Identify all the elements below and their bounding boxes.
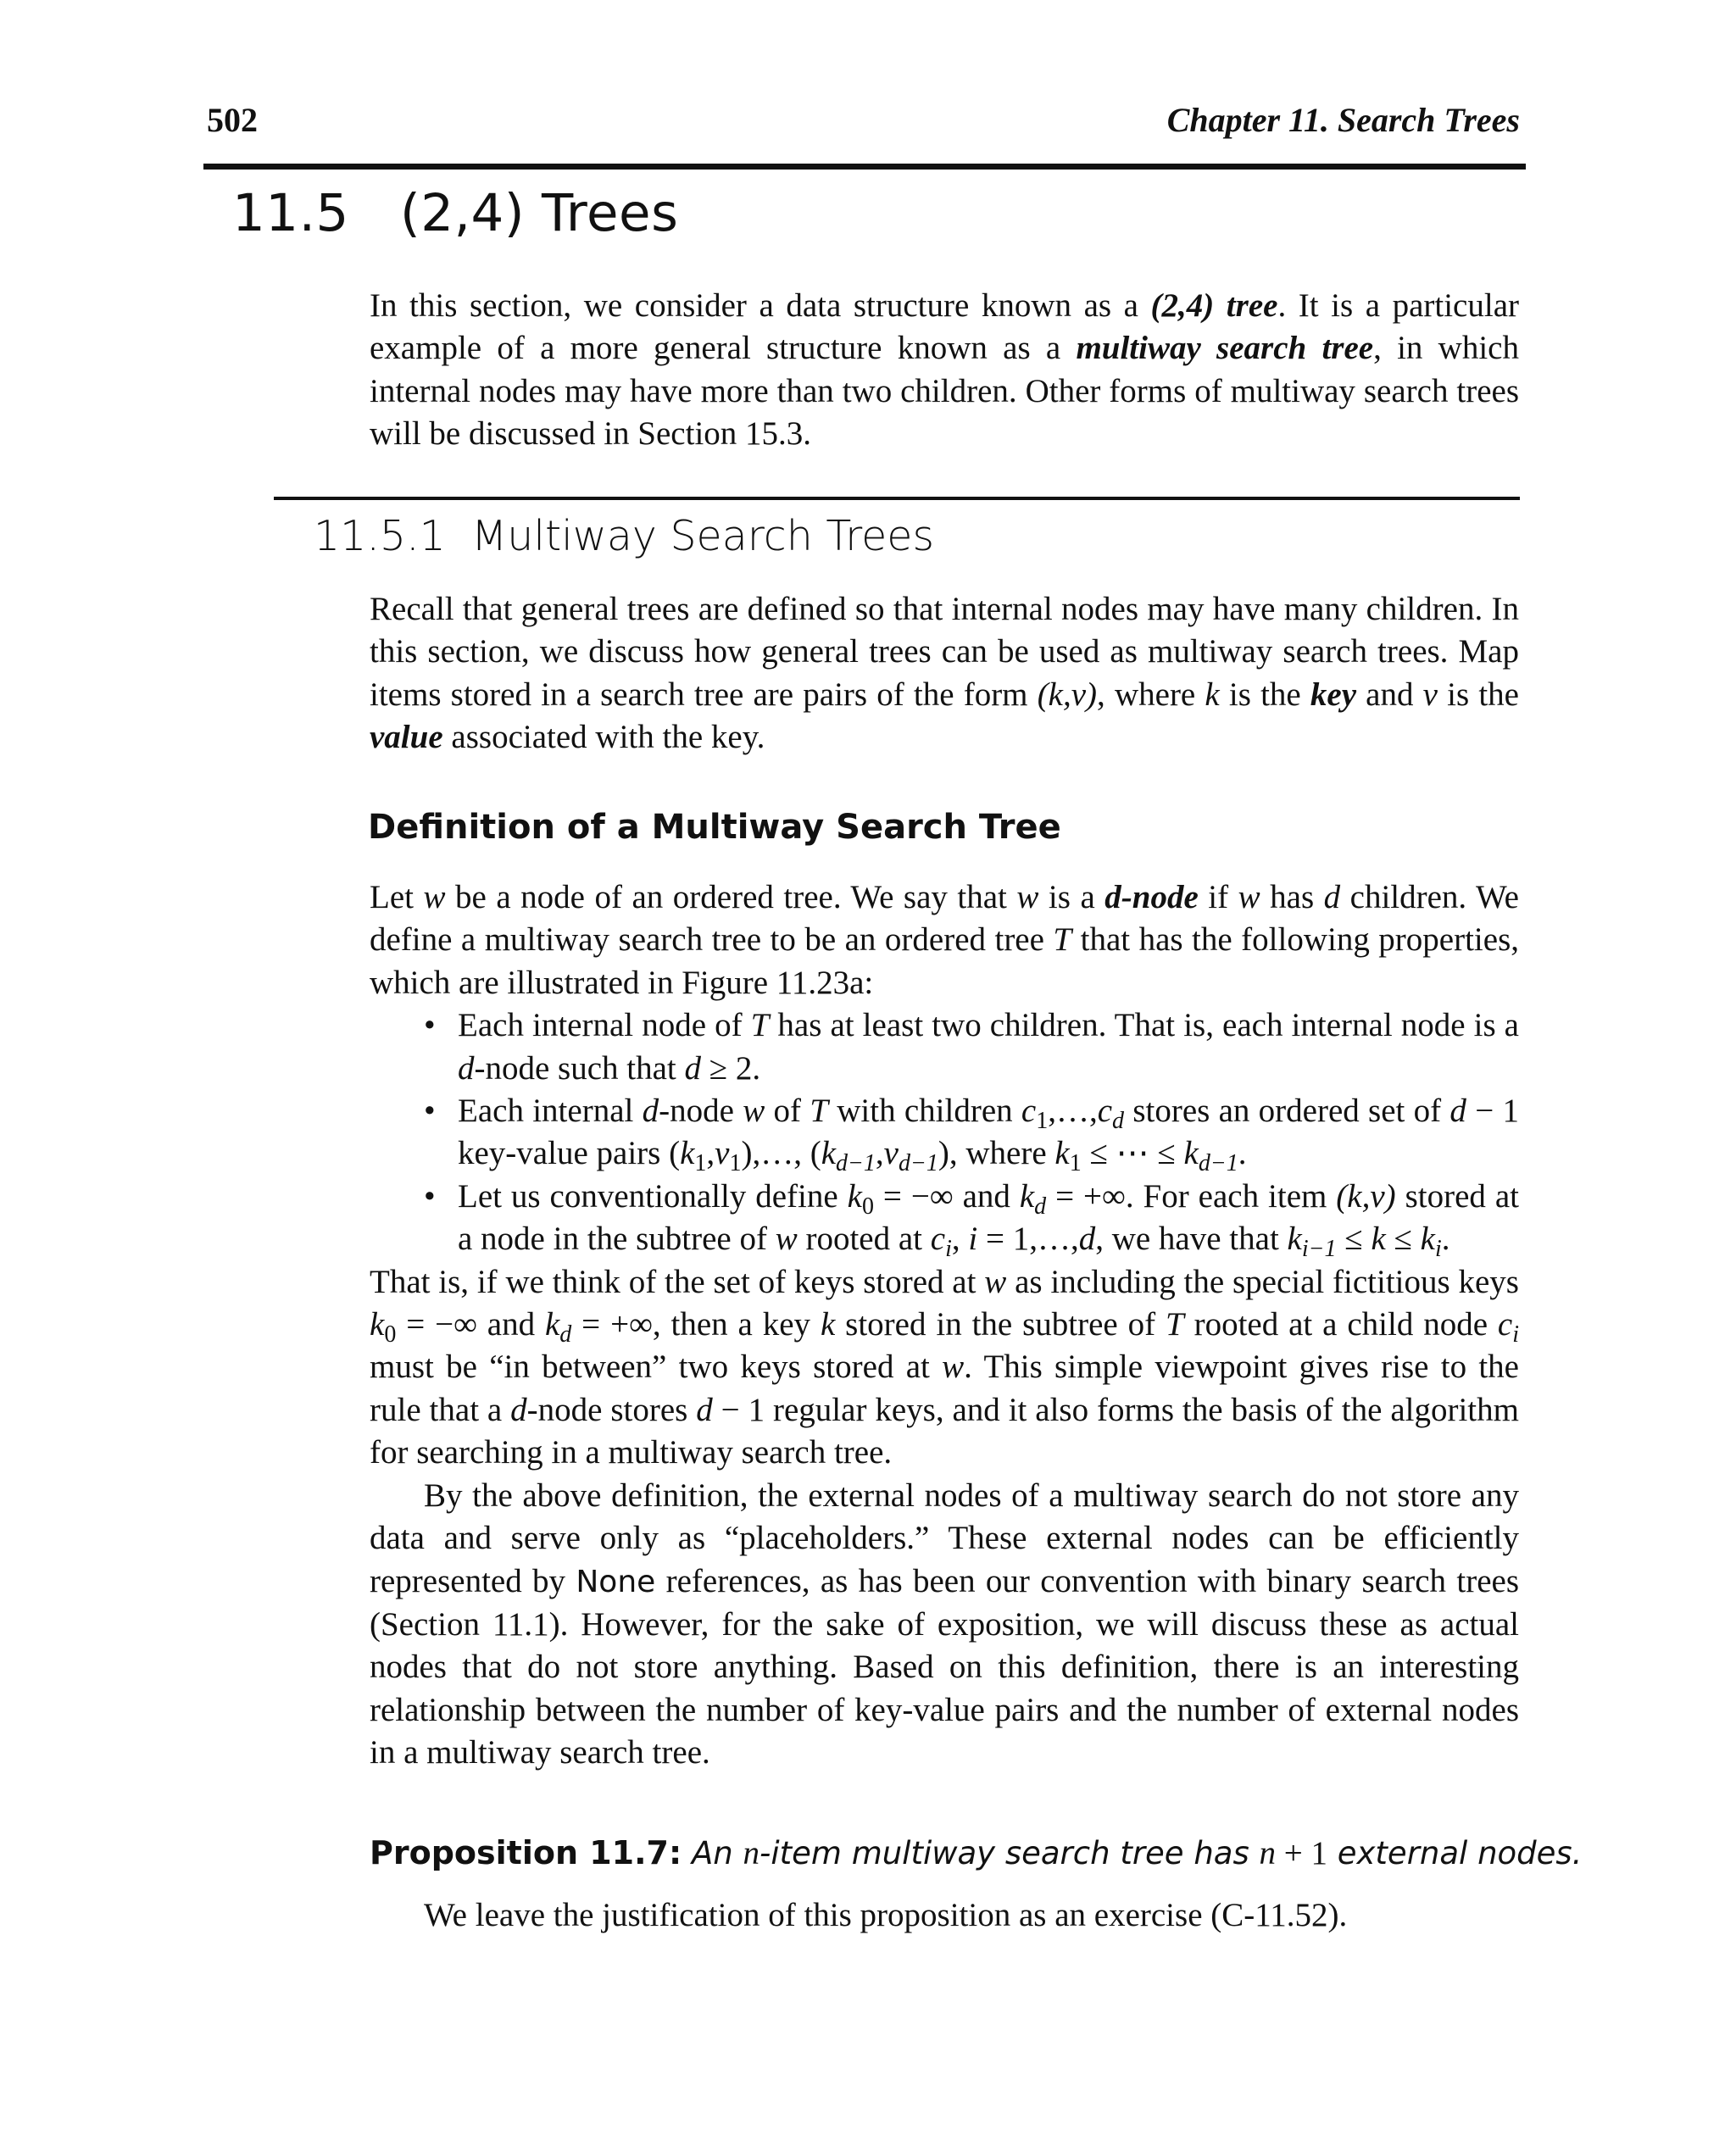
text: -item multiway search tree has	[759, 1835, 1260, 1871]
term-key: key	[1310, 676, 1357, 713]
list-item	[424, 1004, 1519, 1090]
math: (k,v)	[1336, 1177, 1396, 1215]
text: key-value pairs	[458, 1135, 670, 1172]
math: d	[458, 1049, 475, 1087]
text: and	[1356, 676, 1423, 713]
subscript: d−1	[1198, 1150, 1238, 1177]
math: k	[1183, 1135, 1199, 1172]
text: Let us conventionally define	[458, 1177, 848, 1215]
math: k	[1420, 1221, 1435, 1258]
term-d-node: d-node	[1104, 879, 1199, 915]
text: rooted at a child node	[1183, 1306, 1498, 1343]
text: external nodes.	[1327, 1835, 1583, 1871]
text: ,	[951, 1221, 969, 1258]
text: , in which internal nodes may have more than two children. Other forms of multiway search trees will be discussed in Section 15.3.	[370, 330, 1519, 453]
subsection-title: Multiway Search Trees	[471, 512, 934, 560]
proposition-label: Proposition 11.7:	[370, 1834, 682, 1871]
text: that has the following properties, which are illustrated in Figure 11.23a:	[370, 921, 1519, 1001]
math: i	[968, 1221, 978, 1258]
text: references, as has been our convention with binary search trees (Section 11.1). However, for the sake of exposition, we will discuss these as actual nodes that do not store anything. Based on this definition, there is an interesting relationship between the number of key-value pairs and the number of external nodes in a multiway search tree.	[370, 1562, 1519, 1771]
text: must be “in between” two keys stored at	[370, 1349, 943, 1386]
subscript: d	[1112, 1108, 1125, 1135]
subsection-intro	[370, 588, 1519, 759]
math: − 1	[712, 1391, 765, 1428]
text: .	[1238, 1135, 1247, 1172]
text: stored at a node in the subtree of	[458, 1177, 1519, 1258]
subscript: 1	[1069, 1150, 1082, 1177]
recall-paragraph	[370, 588, 1519, 759]
math: n	[1259, 1835, 1276, 1871]
definition-paragraph	[370, 876, 1519, 1004]
math: w	[743, 1093, 765, 1130]
math: + 1	[1276, 1835, 1327, 1871]
math: v	[1422, 676, 1438, 713]
term-24-tree: (2,4) tree	[1150, 287, 1278, 324]
text: -node stores	[526, 1391, 697, 1428]
math: T	[750, 1007, 770, 1044]
text: with children	[827, 1093, 1021, 1130]
proposition	[370, 1834, 1583, 1872]
math: d	[1449, 1093, 1466, 1130]
text: -node	[659, 1093, 743, 1130]
definition-body	[370, 876, 1519, 1775]
math: = −∞	[396, 1306, 477, 1343]
page-number: 502	[207, 101, 258, 139]
bullet-icon: •	[424, 1093, 436, 1130]
text: , where	[949, 1135, 1055, 1172]
text: , where	[1097, 676, 1205, 713]
text: be a node of an ordered tree. We say that	[445, 879, 1017, 915]
intro-paragraph	[370, 285, 1519, 456]
math: w	[1016, 879, 1039, 915]
math: )	[938, 1135, 949, 1172]
external-nodes-paragraph	[370, 1475, 1519, 1775]
math: k	[847, 1177, 862, 1215]
list-item	[424, 1090, 1519, 1177]
subscript: i	[1434, 1236, 1442, 1263]
text: is the	[1437, 676, 1519, 713]
subscript: 1	[1036, 1108, 1049, 1135]
text: rooted at	[797, 1221, 931, 1258]
text: Each internal node of	[458, 1007, 751, 1044]
math: ,…,	[1048, 1093, 1098, 1130]
math: = +∞	[1046, 1177, 1126, 1215]
text: .	[1441, 1221, 1450, 1258]
running-header	[207, 100, 1520, 144]
text: associated with the key.	[442, 719, 765, 756]
math: n	[743, 1835, 760, 1871]
section-number: 11.5	[232, 183, 349, 243]
math: d	[696, 1391, 713, 1428]
math: c	[1497, 1306, 1513, 1343]
subsection-number: 11.5.1	[314, 512, 446, 560]
subscript: 1	[694, 1150, 707, 1177]
math: − 1	[1466, 1093, 1519, 1130]
math: = +∞	[571, 1306, 653, 1343]
math: c	[1097, 1093, 1113, 1130]
math: T	[810, 1093, 828, 1130]
math: k	[1205, 676, 1220, 713]
text: as including the special fictitious keys	[1006, 1263, 1519, 1300]
text: of	[765, 1093, 810, 1130]
math: d	[642, 1093, 659, 1130]
text: Recall that general trees are defined so that internal nodes may have many children. In this section, we discuss how general trees can be used as multiway search trees. Map items stored in a search tree are pairs of the form	[370, 591, 1519, 713]
math: ),…, (	[741, 1135, 821, 1172]
text: has	[1260, 879, 1324, 915]
chapter-title: Chapter 11. Search Trees	[1166, 101, 1520, 139]
subscript: 0	[384, 1321, 397, 1349]
code-none: None	[576, 1564, 656, 1599]
math: d	[684, 1049, 702, 1087]
subscript: i	[945, 1236, 952, 1263]
math: w	[423, 879, 446, 915]
definition-heading: Definition of a Multiway Search Tree	[368, 808, 1061, 847]
math: k	[1371, 1221, 1386, 1258]
math: k	[370, 1306, 385, 1343]
subscript: i	[1512, 1321, 1520, 1349]
text: has at least two children. That is, each internal node is a	[769, 1007, 1519, 1044]
math: ≤	[1336, 1221, 1372, 1258]
math: ,	[875, 1135, 884, 1172]
math: c	[930, 1221, 946, 1258]
math: ≥ 2.	[701, 1049, 761, 1087]
term-value: value	[370, 719, 443, 756]
math: v	[883, 1135, 899, 1172]
text: Let	[370, 879, 424, 915]
math: k	[1054, 1135, 1070, 1172]
text: . It is a particular example of a more general structure known as a	[370, 287, 1519, 367]
text: if	[1198, 879, 1238, 915]
math: = −∞	[873, 1177, 954, 1215]
math: ≤ ⋯ ≤	[1081, 1135, 1184, 1172]
text: and	[476, 1306, 545, 1343]
bullet-icon: •	[424, 1007, 436, 1044]
math: (	[669, 1135, 681, 1172]
subscript: d−1	[836, 1150, 876, 1177]
list-item	[424, 1176, 1519, 1263]
math: k	[1287, 1221, 1302, 1258]
text: is the	[1219, 676, 1310, 713]
subscript: 0	[861, 1193, 874, 1220]
text: children. We define a multiway search tree to be an ordered tree	[370, 879, 1519, 959]
math: ≤	[1385, 1221, 1421, 1258]
section-heading	[232, 183, 678, 243]
subscript: d	[1034, 1193, 1047, 1220]
text: , then a key	[652, 1306, 821, 1343]
subscript: 1	[729, 1150, 742, 1177]
definition-explanation	[370, 1261, 1519, 1475]
closing-sentence: We leave the justification of this proposition as an exercise (C-11.52).	[424, 1897, 1348, 1933]
subscript: i−1	[1301, 1236, 1337, 1263]
text: , we have that	[1095, 1221, 1288, 1258]
math: w	[942, 1349, 965, 1386]
math: d	[510, 1391, 527, 1428]
property-list	[370, 1004, 1519, 1263]
subscript: d−1	[898, 1150, 938, 1177]
text: Each internal	[458, 1093, 643, 1130]
text: An	[682, 1835, 743, 1871]
text: regular keys, and it also forms the basis of the algorithm for searching in a multiway search tree.	[370, 1391, 1519, 1471]
text: By the above definition, the external nodes of a multiway search do not store any data and serve only as “placeholders.” These external nodes can be efficiently represented by	[370, 1476, 1519, 1599]
section-title: (2,4) Trees	[400, 183, 679, 243]
math: w	[984, 1263, 1007, 1300]
subsection-rule	[274, 497, 1520, 500]
text: stores an ordered set of	[1124, 1093, 1450, 1130]
bullet-icon: •	[424, 1177, 436, 1215]
math: k	[820, 1306, 836, 1343]
math: = 1,…,	[977, 1221, 1079, 1258]
text: and	[953, 1177, 1020, 1215]
math: ,	[706, 1135, 715, 1172]
text: . This simple viewpoint gives rise to the rule that a	[370, 1349, 1519, 1428]
math: T	[1053, 921, 1072, 959]
math: k	[680, 1135, 695, 1172]
math: k	[821, 1135, 836, 1172]
section-intro	[370, 285, 1519, 456]
math: d	[1323, 879, 1341, 915]
math: d	[1078, 1221, 1096, 1258]
text: In this section, we consider a data structure known as a	[370, 287, 1151, 324]
math: w	[1238, 879, 1260, 915]
text: -node such that	[474, 1049, 685, 1087]
math: c	[1021, 1093, 1037, 1130]
math: T	[1166, 1306, 1184, 1343]
text: That is, if we think of the set of keys stored at	[370, 1263, 985, 1300]
text: stored in the subtree of	[835, 1306, 1166, 1343]
term-multiway-search-tree: multiway search tree	[1076, 330, 1374, 367]
proposition-statement	[682, 1835, 1582, 1871]
math: (k,v)	[1037, 676, 1098, 713]
math: w	[775, 1221, 798, 1258]
header-rule	[203, 164, 1526, 170]
math: k	[544, 1306, 560, 1343]
subscript: d	[559, 1321, 572, 1349]
math: v	[715, 1135, 730, 1172]
math: k	[1019, 1177, 1035, 1215]
text: is a	[1038, 879, 1105, 915]
subsection-heading	[314, 512, 934, 560]
text: . For each item	[1125, 1177, 1337, 1215]
